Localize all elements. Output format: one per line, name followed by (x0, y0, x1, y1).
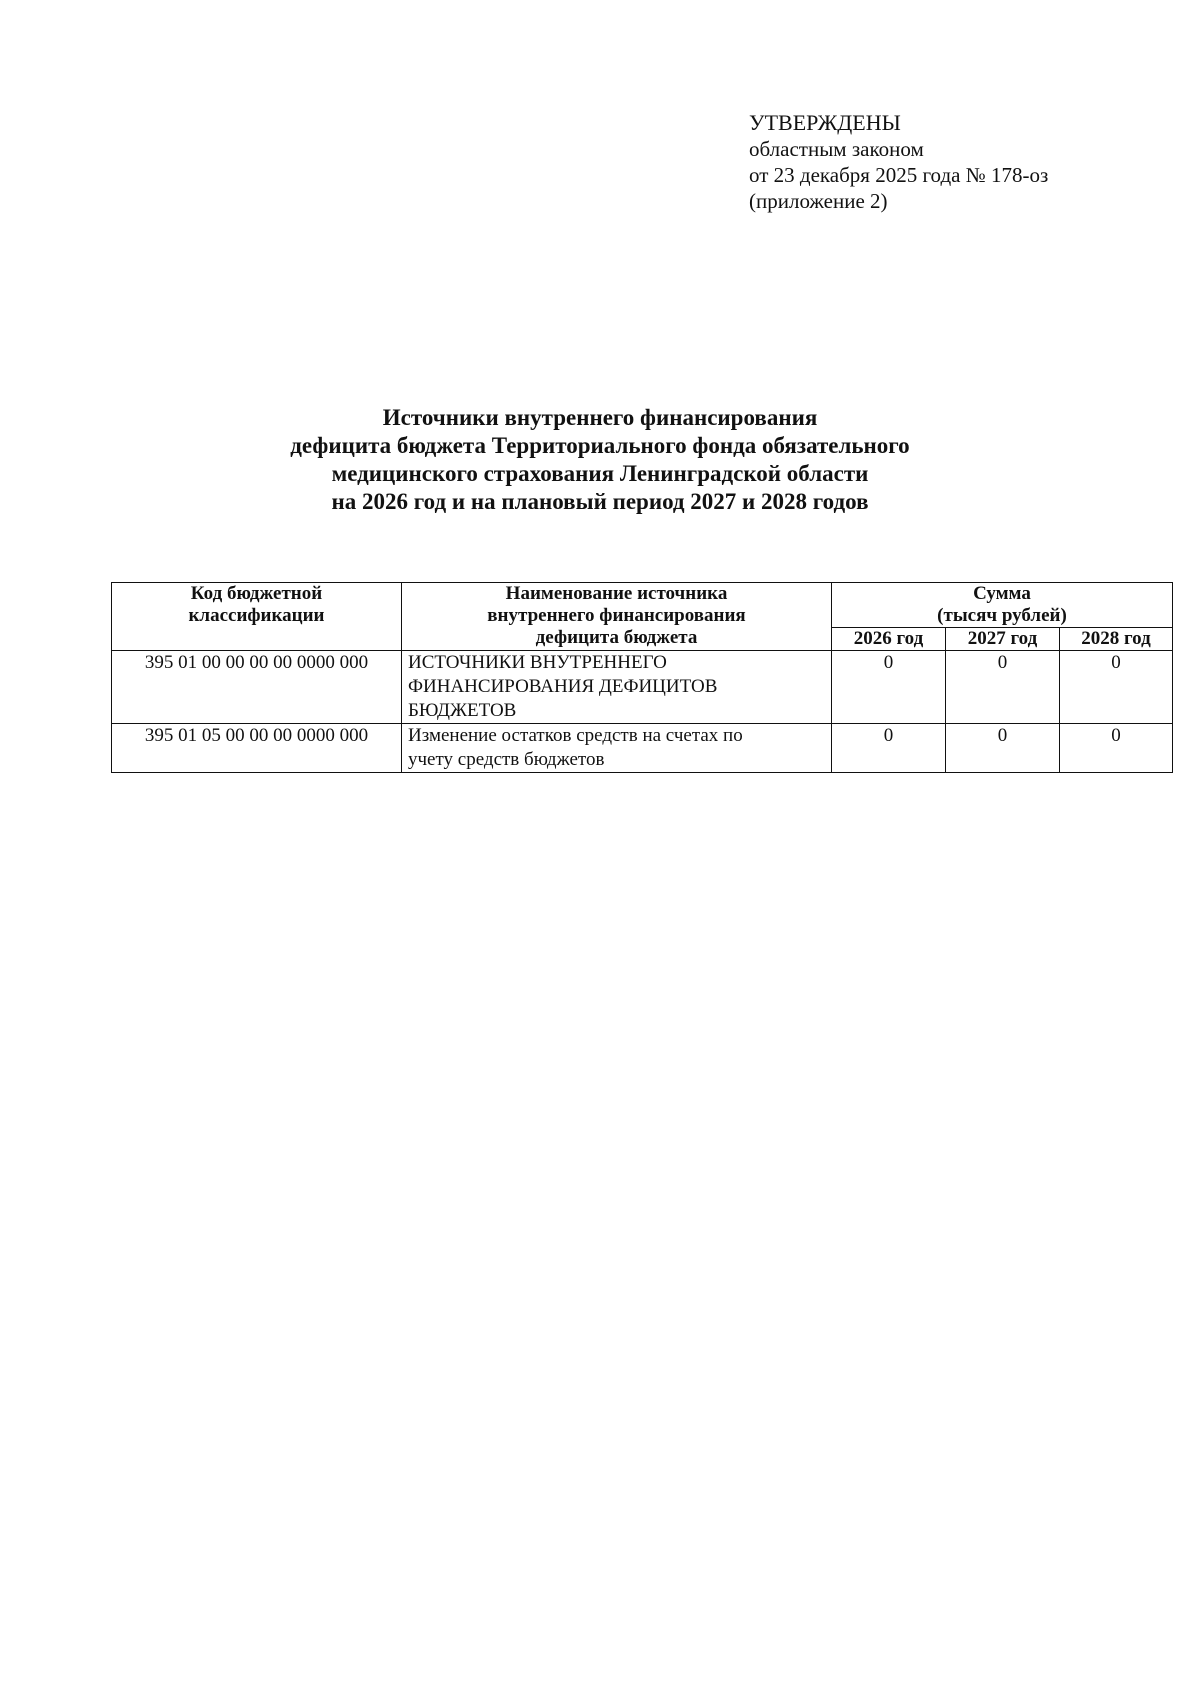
header-name-line-3: дефицита бюджета (535, 627, 698, 648)
approval-stamp (749, 110, 1048, 214)
row-name-line: ФИНАНСИРОВАНИЯ ДЕФИЦИТОВ (408, 676, 718, 697)
table-row (112, 724, 1173, 773)
approval-heading: УТВЕРЖДЕНЫ (749, 110, 901, 135)
row-name-line: ИСТОЧНИКИ ВНУТРЕННЕГО (408, 652, 667, 673)
table-row (112, 651, 1173, 724)
header-year-2026: 2026 год (832, 628, 946, 651)
header-name-line-2: внутреннего финансирования (487, 605, 746, 626)
header-name-line-1: Наименование источника (505, 583, 728, 604)
title-line-1: Источники внутреннего финансирования (382, 405, 818, 430)
approval-appendix: (приложение 2) (749, 189, 888, 213)
financing-sources-table (111, 582, 1173, 773)
row-code: 395 01 05 00 00 00 0000 000 (112, 724, 402, 773)
row-name (402, 651, 832, 724)
header-name (402, 583, 832, 651)
row-name-line: учету средств бюджетов (408, 749, 605, 770)
row-value-2028: 0 (1060, 724, 1173, 773)
title-line-3: медицинского страхования Ленинградской области (331, 461, 869, 486)
title-line-2: дефицита бюджета Территориального фонда обязательного (290, 433, 910, 458)
header-year-2028: 2028 год (1060, 628, 1173, 651)
row-value-2026: 0 (832, 724, 946, 773)
title-line-4: на 2026 год и на плановый период 2027 и 2028 годов (331, 489, 869, 514)
header-code-line-2: классификации (188, 605, 325, 626)
row-name (402, 724, 832, 773)
row-value-2027: 0 (946, 724, 1060, 773)
row-value-2026: 0 (832, 651, 946, 724)
approval-law-date: от 23 декабря 2025 года № 178-оз (749, 163, 1049, 187)
row-code: 395 01 00 00 00 00 0000 000 (112, 651, 402, 724)
header-sum-line-2: (тысяч рублей) (937, 605, 1067, 626)
document-title (150, 404, 1050, 516)
header-sum (832, 583, 1173, 628)
row-value-2027: 0 (946, 651, 1060, 724)
row-name-line: БЮДЖЕТОВ (408, 700, 517, 721)
header-row-top (112, 583, 1173, 628)
row-name-line: Изменение остатков средств на счетах по (408, 725, 743, 746)
approval-law-type: областным законом (749, 137, 924, 161)
header-code-line-1: Код бюджетной (190, 583, 323, 604)
header-sum-line-1: Сумма (973, 583, 1031, 604)
header-year-2027: 2027 год (946, 628, 1060, 651)
row-value-2028: 0 (1060, 651, 1173, 724)
header-code (112, 583, 402, 651)
